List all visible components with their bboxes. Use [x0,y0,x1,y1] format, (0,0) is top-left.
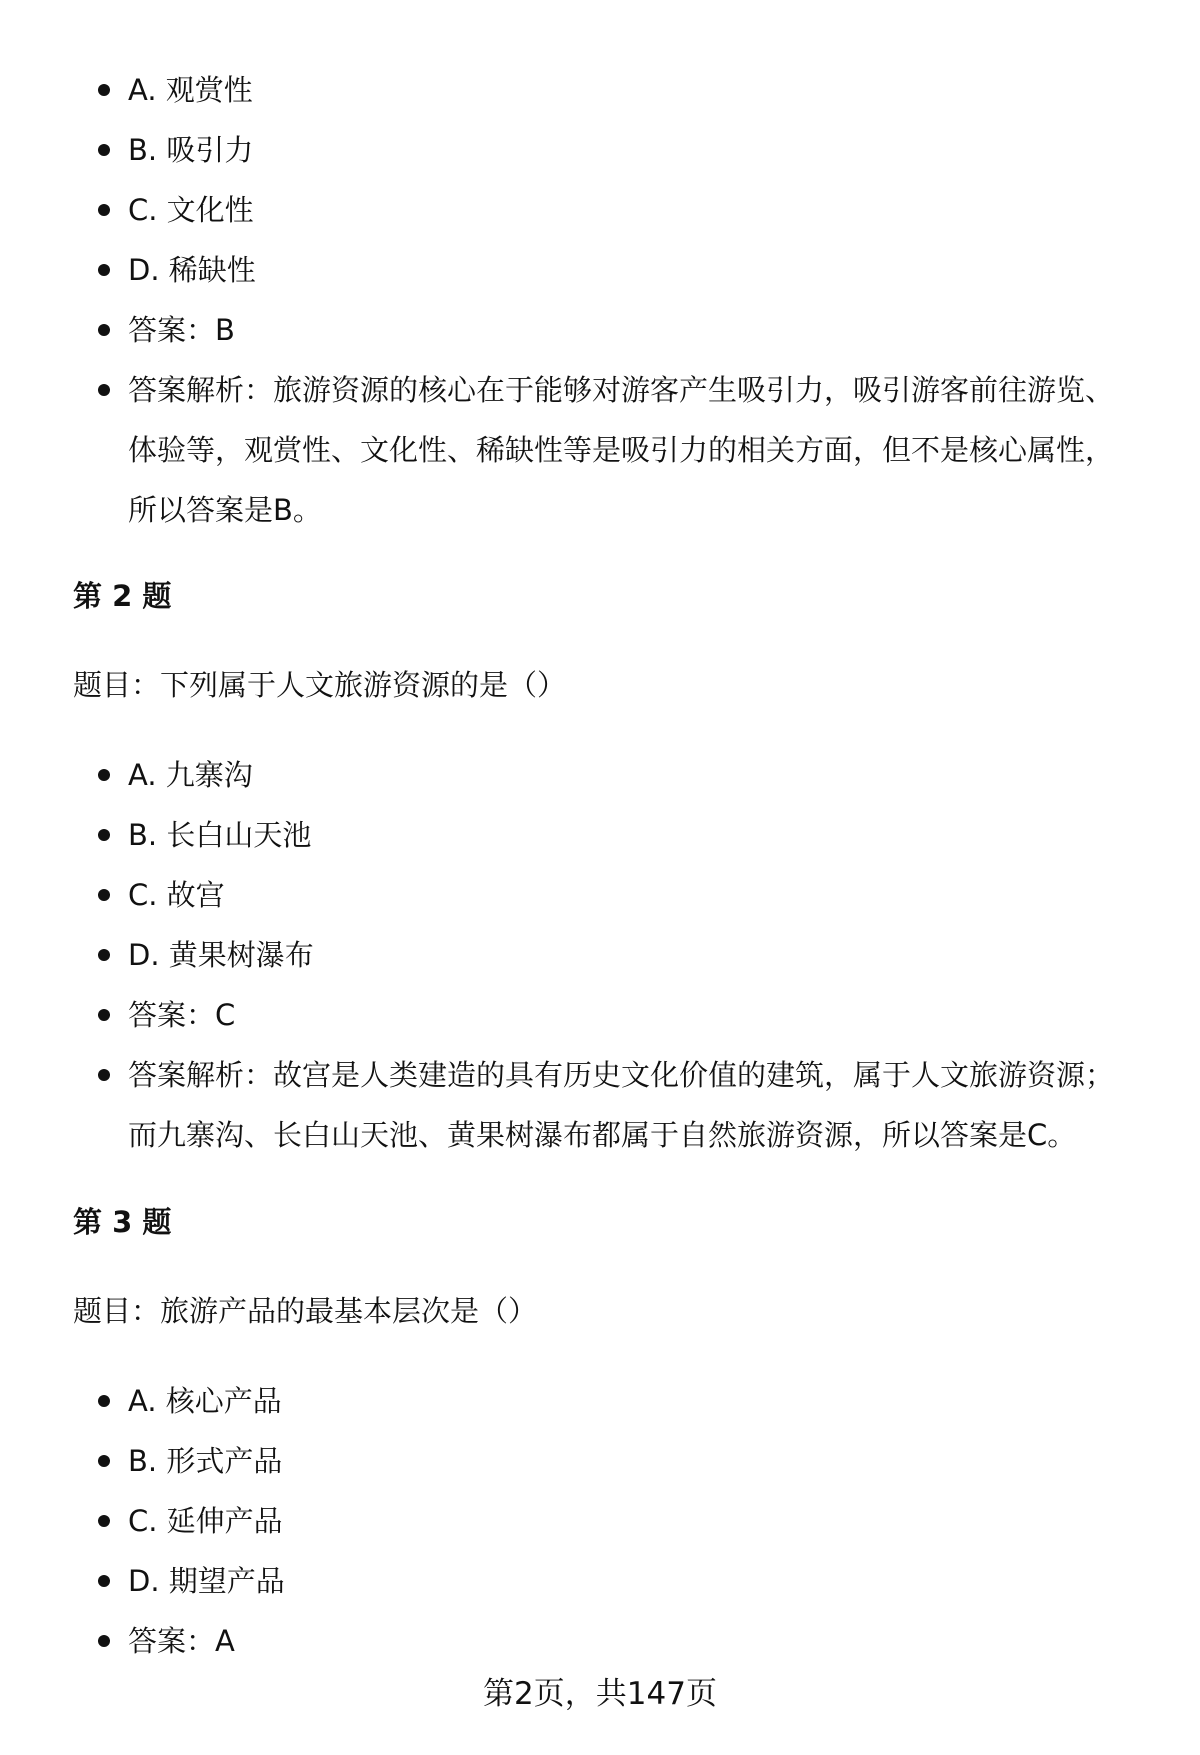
list-item [0,1491,1200,1551]
q3-option-a: A. 核心产品 [128,1384,282,1418]
bullet-icon [98,1069,110,1081]
list-item [0,1371,1200,1431]
bullet-icon [98,324,110,336]
list-item [0,120,1200,180]
q1-explanation: 答案解析：旅游资源的核心在于能够对游客产生吸引力，吸引游客前往游览、体验等，观赏性、文化性、稀缺性等是吸引力的相关方面，但不是核心属性，所以答案是B。 [128,373,1115,527]
q3-option-c: C. 延伸产品 [128,1504,283,1538]
bullet-icon [98,829,110,841]
q1-answer: 答案：B [128,313,235,347]
list-item [0,805,1200,865]
list-item [0,745,1200,805]
q2-stem: 题目：下列属于人文旅游资源的是（） [73,668,567,702]
page-footer: 第2页，共147页 [483,1676,717,1712]
bullet-icon [98,1395,110,1407]
q3-answer: 答案：A [128,1624,235,1658]
q1-option-b: B. 吸引力 [128,133,254,167]
q3-option-d: D. 期望产品 [128,1564,285,1598]
bullet-icon [98,1575,110,1587]
list-item [0,925,1200,985]
q3-stem: 题目：旅游产品的最基本层次是（） [73,1294,538,1328]
bullet-icon [98,144,110,156]
list-item [0,60,1200,120]
q2-option-a: A. 九寨沟 [128,758,253,792]
q3-option-b: B. 形式产品 [128,1444,283,1478]
q3-option-list [0,1371,1200,1671]
list-item [0,1551,1200,1611]
q1-option-list [0,60,1200,540]
bullet-icon [98,1635,110,1647]
q2-option-b: B. 长白山天池 [128,818,312,852]
bullet-icon [98,204,110,216]
q2-option-list [0,745,1200,1165]
q3-title: 第 3 题 [73,1205,172,1239]
list-item [0,360,1200,540]
bullet-icon [98,384,110,396]
bullet-icon [98,84,110,96]
q2-answer: 答案：C [128,998,236,1032]
list-item [0,1045,1200,1165]
list-item [0,1611,1200,1671]
q1-option-d: D. 稀缺性 [128,253,256,287]
bullet-icon [98,769,110,781]
list-item [0,985,1200,1045]
bullet-icon [98,1009,110,1021]
list-item [0,300,1200,360]
list-item [0,1431,1200,1491]
bullet-icon [98,264,110,276]
q2-option-c: C. 故宫 [128,878,225,912]
list-item [0,180,1200,240]
bullet-icon [98,1515,110,1527]
list-item [0,240,1200,300]
q2-option-d: D. 黄果树瀑布 [128,938,314,972]
bullet-icon [98,1455,110,1467]
q1-option-c: C. 文化性 [128,193,254,227]
bullet-icon [98,889,110,901]
q1-option-a: A. 观赏性 [128,73,253,107]
q2-explanation: 答案解析：故宫是人类建造的具有历史文化价值的建筑，属于人文旅游资源；而九寨沟、长白山天池、黄果树瀑布都属于自然旅游资源，所以答案是C。 [128,1058,1115,1152]
bullet-icon [98,949,110,961]
list-item [0,865,1200,925]
q2-title: 第 2 题 [73,579,172,613]
